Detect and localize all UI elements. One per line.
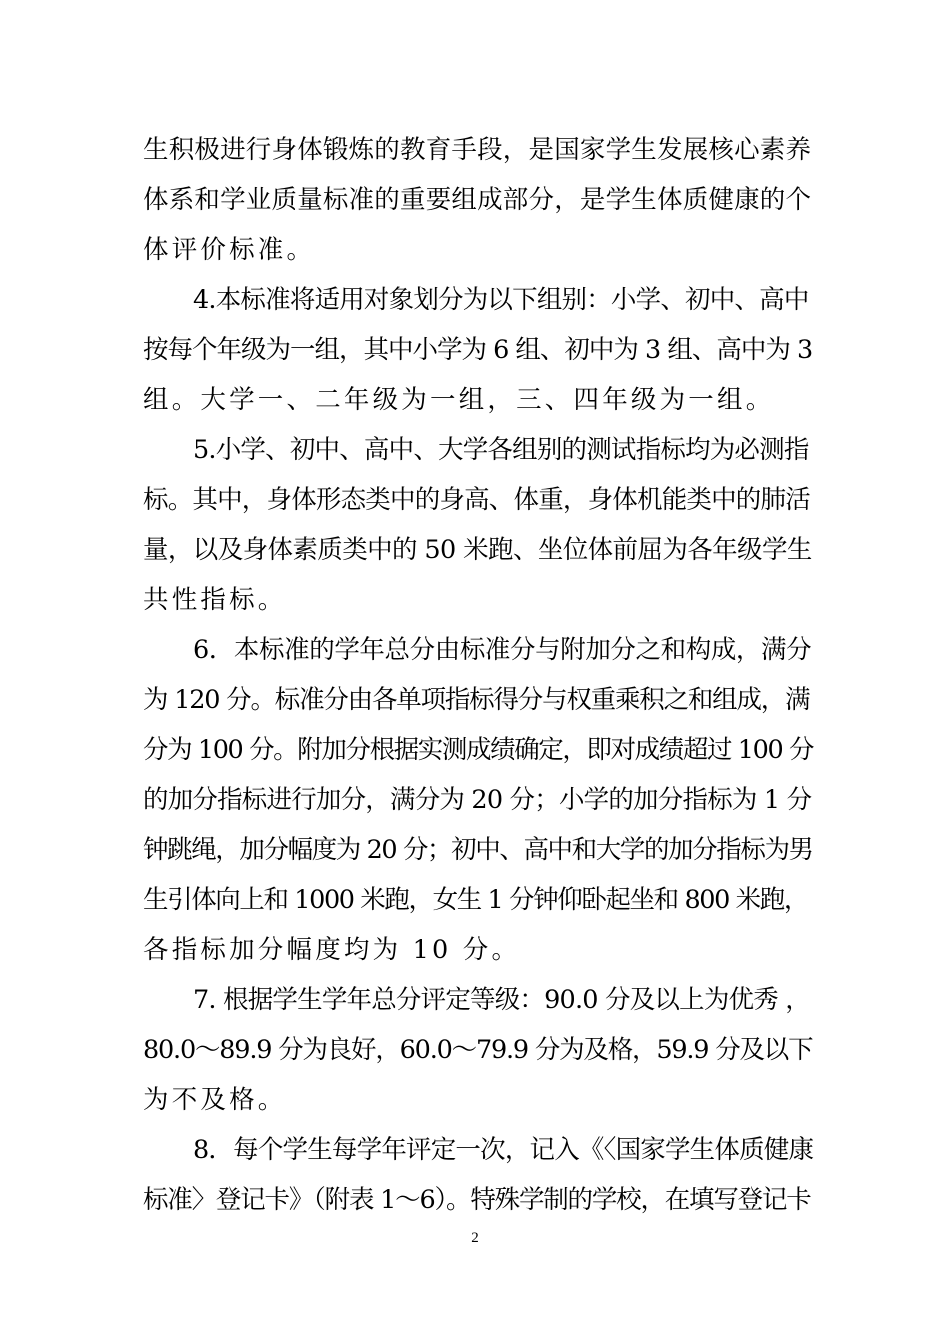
text-line: 7. 根据学生学年总分评定等级：90.0 分及以上为优秀 ， bbox=[193, 985, 810, 1015]
text-line: 标准〉登记卡》（附表 1～6）。特殊学制的学校，在填写登记卡 bbox=[143, 1185, 811, 1215]
text-line: 钟跳绳，加分幅度为 20 分；初中、高中和大学的加分指标为男 bbox=[143, 835, 813, 865]
text-line: 按每个年级为一组，其中小学为 6 组、初中为 3 组、高中为 3 bbox=[143, 335, 813, 365]
text-line: 组。大学一、二年级为一组，三、四年级为一组。 bbox=[143, 385, 775, 415]
text-line: 标。其中，身体形态类中的身高、体重，身体机能类中的肺活 bbox=[143, 485, 810, 515]
text-line: 6．本标准的学年总分由标准分与附加分之和构成，满分 bbox=[193, 635, 812, 665]
text-line: 生引体向上和 1000 米跑，女生 1 分钟仰卧起坐和 800 米跑， bbox=[143, 885, 808, 915]
text-line: 80.0～89.9 分为良好，60.0～79.9 分为及格，59.9 分及以下 bbox=[143, 1035, 813, 1065]
text-line: 各指标加分幅度均为 10 分。 bbox=[143, 935, 521, 965]
text-line: 分为 100 分。附加分根据实测成绩确定，即对成绩超过 100 分 bbox=[143, 735, 814, 765]
text-line: 量，以及身体素质类中的 50 米跑、坐位体前屈为各年级学生 bbox=[143, 535, 812, 565]
text-line: 共性指标。 bbox=[143, 585, 287, 615]
text-line: 体评价标准。 bbox=[143, 235, 316, 265]
text-line: 5.小学、初中、高中、大学各组别的测试指标均为必测指 bbox=[193, 435, 809, 465]
text-line: 8．每个学生每学年评定一次，记入《〈国家学生体质健康 bbox=[193, 1135, 814, 1165]
text-line: 生积极进行身体锻炼的教育手段，是国家学生发展核心素养 bbox=[143, 135, 812, 165]
text-line: 为不及格。 bbox=[143, 1085, 287, 1115]
page-number: 2 bbox=[471, 1230, 479, 1246]
text-line: 体系和学业质量标准的重要组成部分，是学生体质健康的个 bbox=[143, 185, 812, 215]
text-line: 为 120 分。标准分由各单项指标得分与权重乘积之和组成，满 bbox=[143, 685, 810, 715]
text-line: 4.本标准将适用对象划分为以下组别：小学、初中、高中 bbox=[193, 285, 809, 315]
text-line: 的加分指标进行加分，满分为 20 分；小学的加分指标为 1 分 bbox=[143, 785, 812, 815]
